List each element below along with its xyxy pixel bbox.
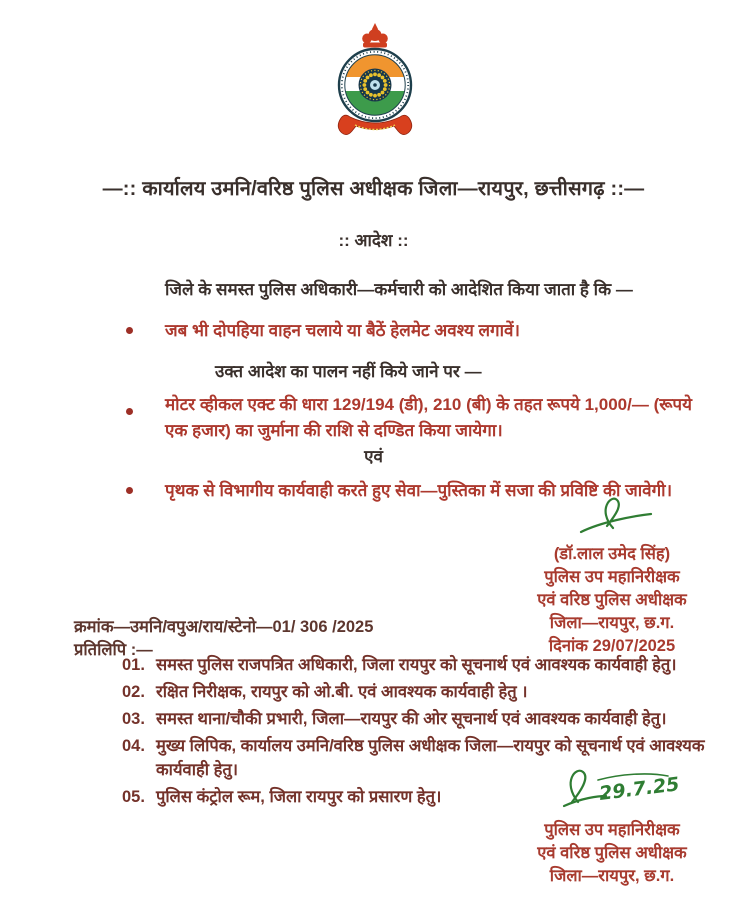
item-text: पुलिस कंट्रोल रूम, जिला रायपुर को प्रसारण हेतु। xyxy=(156,787,442,806)
distribution-item xyxy=(122,681,712,705)
signature-ink-icon xyxy=(567,494,657,538)
signature-ink-icon xyxy=(542,762,682,814)
footer-designation-1: पुलिस उप महानिरीक्षक xyxy=(544,820,680,839)
signatory-designation-1: पुलिस उप महानिरीक्षक xyxy=(544,567,680,586)
distribution-item xyxy=(122,708,712,732)
noncompliance-heading: उक्त आदेश का पालन नहीं किये जाने पर — xyxy=(215,362,482,381)
signatory-block xyxy=(492,494,732,659)
item-text: मुख्य लिपिक, कार्यालय उमनि/वरिष्ठ पुलिस अधीक्षक जिला—रायपुर को सूचनार्थ एवं आवश्यक कार्यवाही हेतु। xyxy=(156,736,705,779)
item-number: 01. xyxy=(122,656,145,674)
footer-signatory-block xyxy=(492,762,732,889)
penalty-text: मोटर व्हीकल एक्ट की धारा 129/194 (डी), 210 (बी) के तहत रूपये 1,000/— (रूपये एक हजार) का जुर्माना की राशि से दण्डित किया जायेगा। xyxy=(165,395,692,441)
departmental-action-text: पृथक से विभागीय कार्यवाही करते हुए सेवा—पुस्तिका में सजा की प्रविष्टि की जावेगी। xyxy=(165,481,673,500)
ashoka-capital-icon xyxy=(362,23,388,48)
copy-label: प्रतिलिपि :— xyxy=(74,641,153,659)
item-number: 02. xyxy=(122,682,145,701)
order-intro-text: जिले के समस्त पुलिस अधिकारी—कर्मचारी को आदेशित किया जाता है कि — xyxy=(165,280,633,299)
reference-number: क्रमांक—उमनि/वपुअ/राय/स्टेनो—01/ 306 /2025 xyxy=(74,618,374,636)
bullet-dot xyxy=(126,487,133,494)
bullet-dot xyxy=(126,327,133,334)
order-heading: :: आदेश :: xyxy=(338,231,409,250)
item-text: समस्त पुलिस राजपत्रित अधिकारी, जिला रायपुर को सूचनार्थ एवं आवश्यक कार्यवाही हेतु। xyxy=(156,656,677,674)
bullet-dot xyxy=(126,408,133,415)
order-date: दिनांक 29/07/2025 xyxy=(548,636,676,655)
item-number: 05. xyxy=(122,787,145,806)
conjunction-text: एवं xyxy=(364,447,383,466)
item-number: 04. xyxy=(122,736,145,755)
footer-designation-3: जिला—रायपुर, छ.ग. xyxy=(549,866,675,885)
footer-designation-2: एवं वरिष्ठ पुलिस अधीक्षक xyxy=(537,843,687,862)
signatory-designation-3: जिला—रायपुर, छ.ग. xyxy=(549,613,675,632)
police-emblem-graphic xyxy=(327,22,423,144)
item-number: 03. xyxy=(122,709,145,728)
distribution-item xyxy=(122,654,712,678)
item-text: समस्त थाना/चौकी प्रभारी, जिला—रायपुर की ओर सूचनार्थ एवं आवश्यक कार्यवाही हेतु। xyxy=(156,709,667,728)
item-text: रक्षित निरीक्षक, रायपुर को ओ.बी. एवं आवश्यक कार्यवाही हेतु । xyxy=(156,682,528,701)
chakra-wheel-icon xyxy=(359,69,392,102)
directive-text: जब भी दोपहिया वाहन चलाये या बैठें हेलमेट अवश्य लगावें। xyxy=(165,321,520,340)
handwritten-date: 29.7.25 xyxy=(597,773,681,805)
chhattisgarh-police-emblem xyxy=(327,22,423,144)
signatory-name: (डॉ.लाल उमेद सिंह) xyxy=(553,544,671,563)
signatory-designation-2: एवं वरिष्ठ पुलिस अधीक्षक xyxy=(537,590,687,609)
office-title: —:: कार्यालय उमनि/वरिष्ठ पुलिस अधीक्षक जिला—रायपुर, छत्तीसगढ़ ::— xyxy=(102,178,645,200)
